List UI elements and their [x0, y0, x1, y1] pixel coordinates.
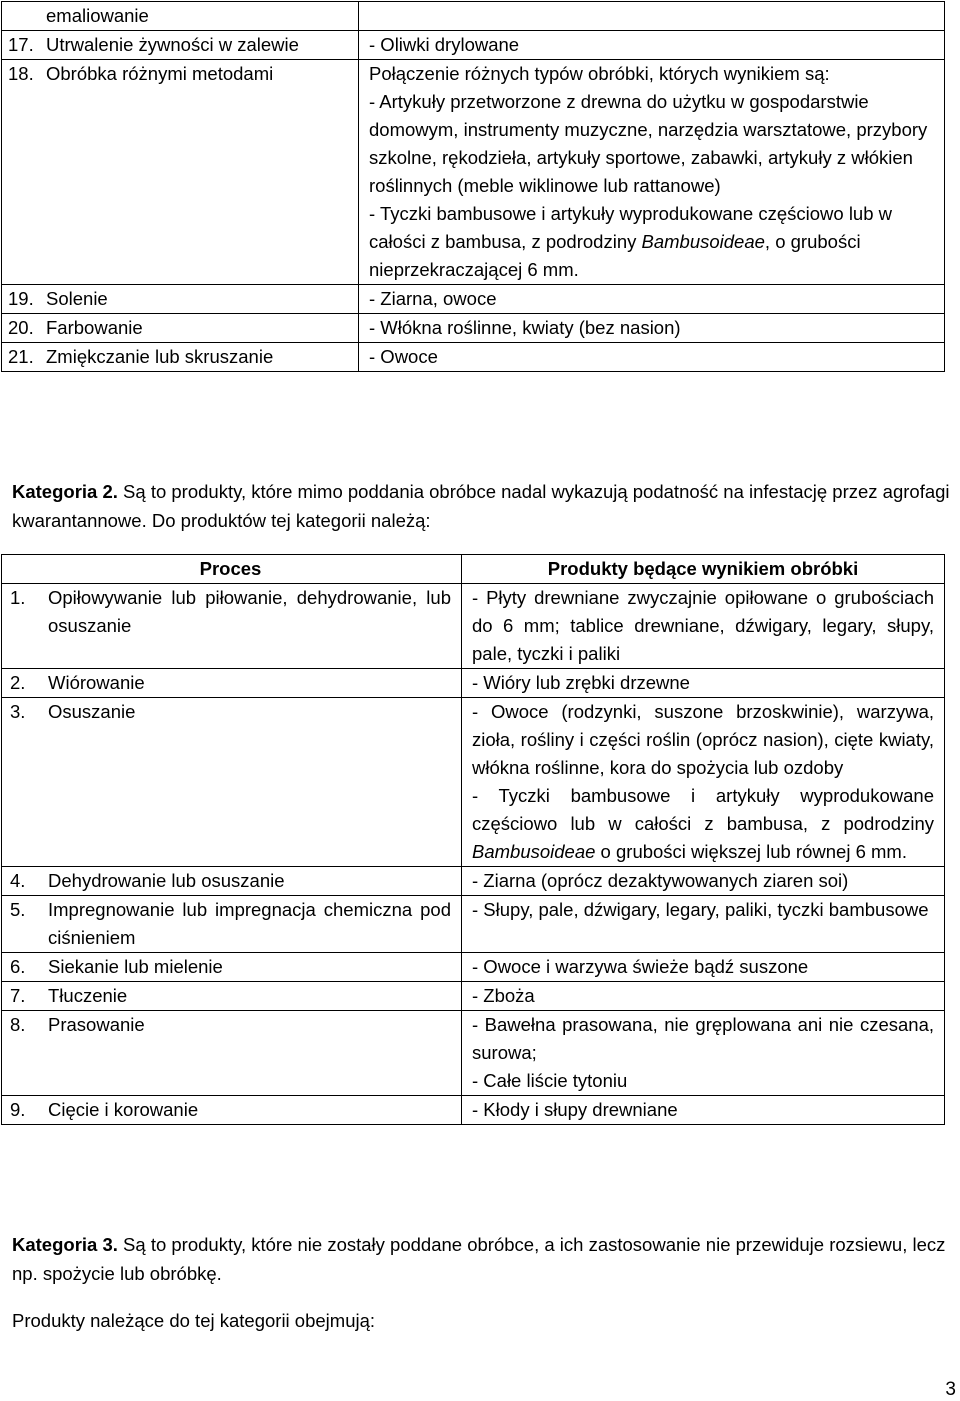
- process-cell: [2, 2, 359, 31]
- process-text: Tłuczenie: [48, 985, 128, 1006]
- product-line: - Tyczki bambusowe i artykuły wyprodukowane częściowo lub w całości z bambusa, z podrodziny Bambusoideae, o grubości nieprzekraczającej 6 mm.: [369, 203, 893, 280]
- process-cell: [2, 60, 359, 285]
- product-cell: - Ziarna (oprócz dezaktywowanych ziaren soi): [462, 867, 945, 896]
- category-description: Są to produkty, które mimo poddania obróbce nadal wykazują podatność na infestację przez agrofagi kwarantannowe. Do produktów tej kategorii należą:: [12, 481, 950, 531]
- row-number: 6.: [10, 956, 26, 977]
- product-line: - Tyczki bambusowe i artykuły wyprodukowane częściowo lub w całości z bambusa, z podrodziny Bambusoideae o grubości większej lub równej 6 mm.: [472, 785, 934, 862]
- process-cell: [2, 343, 359, 372]
- process-text: Siekanie lub mielenie: [48, 956, 223, 977]
- row-number: 21.: [8, 346, 34, 367]
- product-cell: - Owoce: [359, 343, 945, 372]
- header-process: Proces: [2, 555, 462, 584]
- process-cell: [2, 1096, 462, 1125]
- row-number: 18.: [8, 63, 34, 84]
- category-3-paragraph: [12, 1230, 958, 1288]
- process-cell: [2, 285, 359, 314]
- row-number: 2.: [10, 672, 26, 693]
- product-cell: - Zboża: [462, 982, 945, 1011]
- product-cell: [462, 1011, 945, 1096]
- row-number: 3.: [10, 701, 26, 722]
- product-line: - Bawełna prasowana, nie gręplowana ani nie czesana, surowa;: [472, 1014, 934, 1063]
- product-cell: [359, 2, 945, 31]
- process-cell: [2, 1011, 462, 1096]
- process-cell: [2, 698, 462, 867]
- row-number: 5.: [10, 899, 26, 920]
- process-cell: [2, 314, 359, 343]
- product-cell: [359, 60, 945, 285]
- category-label: Kategoria 2.: [12, 481, 118, 502]
- page-number: 3: [945, 1379, 956, 1400]
- process-text: Dehydrowanie lub osuszanie: [48, 870, 285, 891]
- product-line: - Owoce (rodzynki, suszone brzoskwinie), warzywa, zioła, rośliny i części roślin (oprócz nasion), cięte kwiaty, włókna roślinne, kora do spożycia lub ozdoby: [472, 701, 934, 778]
- category-description: Są to produkty, które nie zostały poddane obróbce, a ich zastosowanie nie przewiduje rozsiewu, lecz np. spożycie lub obróbkę.: [12, 1234, 946, 1284]
- header-products: Produkty będące wynikiem obróbki: [462, 555, 945, 584]
- process-cell: [2, 867, 462, 896]
- category-3-list-intro: Produkty należące do tej kategorii obejmują:: [12, 1310, 376, 1331]
- process-text: Solenie: [46, 288, 108, 309]
- process-cell: [2, 896, 462, 953]
- row-number: 7.: [10, 985, 26, 1006]
- category-2-table: [1, 554, 945, 1125]
- process-text: Impregnowanie lub impregnacja chemiczna pod ciśnieniem: [48, 899, 451, 948]
- row-number: 1.: [10, 587, 26, 608]
- process-cell: [2, 584, 462, 669]
- process-text: Obróbka różnymi metodami: [46, 63, 274, 84]
- row-number: 17.: [8, 34, 34, 55]
- process-text: Prasowanie: [48, 1014, 145, 1035]
- process-text: Opiłowywanie lub piłowanie, dehydrowanie, lub osuszanie: [48, 587, 451, 636]
- product-cell: - Kłody i słupy drewniane: [462, 1096, 945, 1125]
- process-cell: [2, 31, 359, 60]
- row-number: 20.: [8, 317, 34, 338]
- process-cell: [2, 953, 462, 982]
- process-text: Wiórowanie: [48, 672, 145, 693]
- category-label: Kategoria 3.: [12, 1234, 118, 1255]
- row-number: 4.: [10, 870, 26, 891]
- process-text: Utrwalenie żywności w zalewie: [46, 34, 299, 55]
- row-number: 9.: [10, 1099, 26, 1120]
- row-number: 19.: [8, 288, 34, 309]
- category-2-paragraph: [12, 477, 958, 535]
- process-cell: [2, 669, 462, 698]
- process-text: emaliowanie: [46, 5, 149, 26]
- process-text: Cięcie i korowanie: [48, 1099, 199, 1120]
- process-cell: [2, 982, 462, 1011]
- product-line: - Całe liście tytoniu: [472, 1070, 628, 1091]
- product-cell: - Oliwki drylowane: [359, 31, 945, 60]
- product-line: Połączenie różnych typów obróbki, których wynikiem są:: [369, 63, 830, 84]
- process-text: Farbowanie: [46, 317, 143, 338]
- product-cell: - Owoce i warzywa świeże bądź suszone: [462, 953, 945, 982]
- product-cell: - Słupy, pale, dźwigary, legary, paliki, tyczki bambusowe: [462, 896, 945, 953]
- product-cell: [462, 698, 945, 867]
- row-number: 8.: [10, 1014, 26, 1035]
- processes-table-continued: [1, 1, 945, 372]
- process-text: Osuszanie: [48, 701, 136, 722]
- product-cell: - Ziarna, owoce: [359, 285, 945, 314]
- process-text: Zmiękczanie lub skruszanie: [46, 346, 274, 367]
- product-cell: - Płyty drewniane zwyczajnie opiłowane o grubościach do 6 mm; tablice drewniane, dźwigary, legary, słupy, pale, tyczki i paliki: [462, 584, 945, 669]
- product-line: - Artykuły przetworzone z drewna do użytku w gospodarstwie domowym, instrumenty muzyczne, narzędzia warsztatowe, przybory szkolne, rękodzieła, artykuły sportowe, zabawki, artykuły z włókien roślinnych (meble wiklinowe lub rattanowe): [369, 91, 928, 196]
- product-cell: - Wióry lub zrębki drzewne: [462, 669, 945, 698]
- product-cell: - Włókna roślinne, kwiaty (bez nasion): [359, 314, 945, 343]
